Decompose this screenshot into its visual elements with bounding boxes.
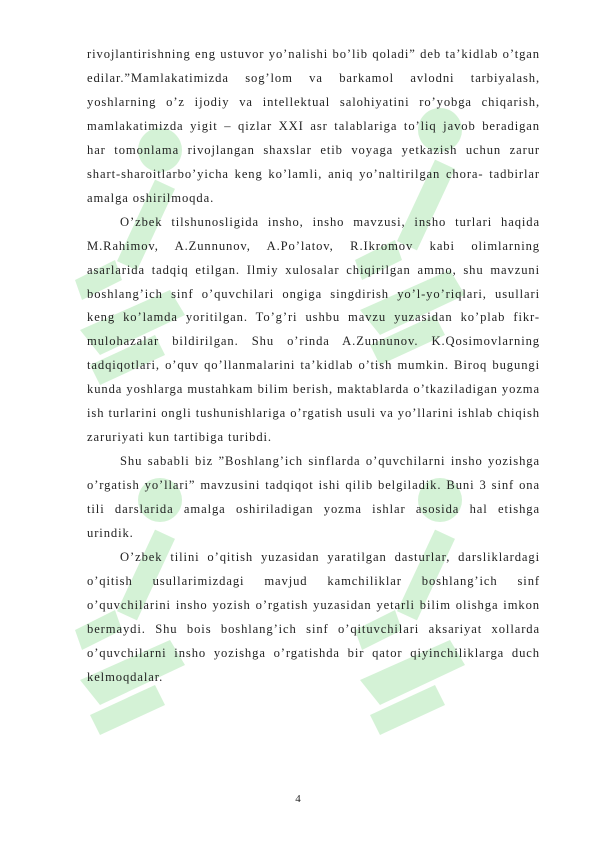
paragraph: Shu sababli biz ”Boshlang’ich sinflarda o’quvchilarni insho yozishga o’rgatish yo’llari” mavzusini tadqiqot ishi qilib belgiladik. Buni 3 sinf ona tili darslarida amalga oshiriladigan yozma ishlar asosida hal etishga urindik. — [87, 454, 540, 541]
page-number: 4 — [295, 793, 301, 805]
paragraph: rivojlantirishning eng ustuvor yo’nalishi bo’lib qoladi” deb ta’kidlab o’tgan edilar.”Mamlakatimizda sog’lom va barkamol avlodni tarbiyalash, yoshlarning o’z ijodiy va intellektual salohiyatini ro’yobga chiqarish, mamlakatimizda yigit – qizlar XXI asr talablariga to’liq javob beradigan har tomonlama rivojlangan shaxslar etib voyaga yetkazish uchun zarur shart-sharoitlarbo’yicha keng ko’lamli, aniq yo’naltirilgan chora- tadbirlar amalga oshirilmoqda. — [87, 47, 540, 205]
document-body — [87, 43, 540, 690]
paragraph: O’zbek tilini o’qitish yuzasidan yaratilgan dasturlar, darsliklardagi o’qitish usullarimizdagi mavjud kamchiliklar boshlang’ich sinf o’quvchilarini insho yozish o’rgatish yuzasidan yetarli bilim olishga imkon bermaydi. Shu bois boshlang’ich sinf o’qituvchilari aksariyat xollarda o’quvchilarni insho yozishga o’rgatishda bir qator qiyinchiliklarga duch kelmoqdalar. — [87, 550, 540, 684]
paragraph: O’zbek tilshunosligida insho, insho mavzusi, insho turlari haqida M.Rahimov, A.Zunnunov, A.Po’latov, R.Ikromov kabi olimlarning asarlarida tadqiq etilgan. Ilmiy xulosalar chiqirilgan ammo, shu mavzuni boshlang’ich sinf o’quvchilari ongiga singdirish yo’l-yo’riqlari, usullari keng ko’lamda yoritilgan. To’g’ri ushbu mavzu yuzasidan ko’plab fikr-mulohazalar bildirilgan. Shu o’rinda A.Zunnunov. K.Qosimovlarning tadqiqotlari, o’quv qo’llanmalarini ta’kidlab o’tish mumkin. Biroq bugungi kunda yoshlarga mustahkam bilim berish, maktablarda o’tkaziladigan yozma ish turlarini ongli tushunishlariga o’rgatish usuli va yo’llarini ishlab chiqish zaruriyati kun tartibiga turibdi. — [87, 214, 540, 445]
